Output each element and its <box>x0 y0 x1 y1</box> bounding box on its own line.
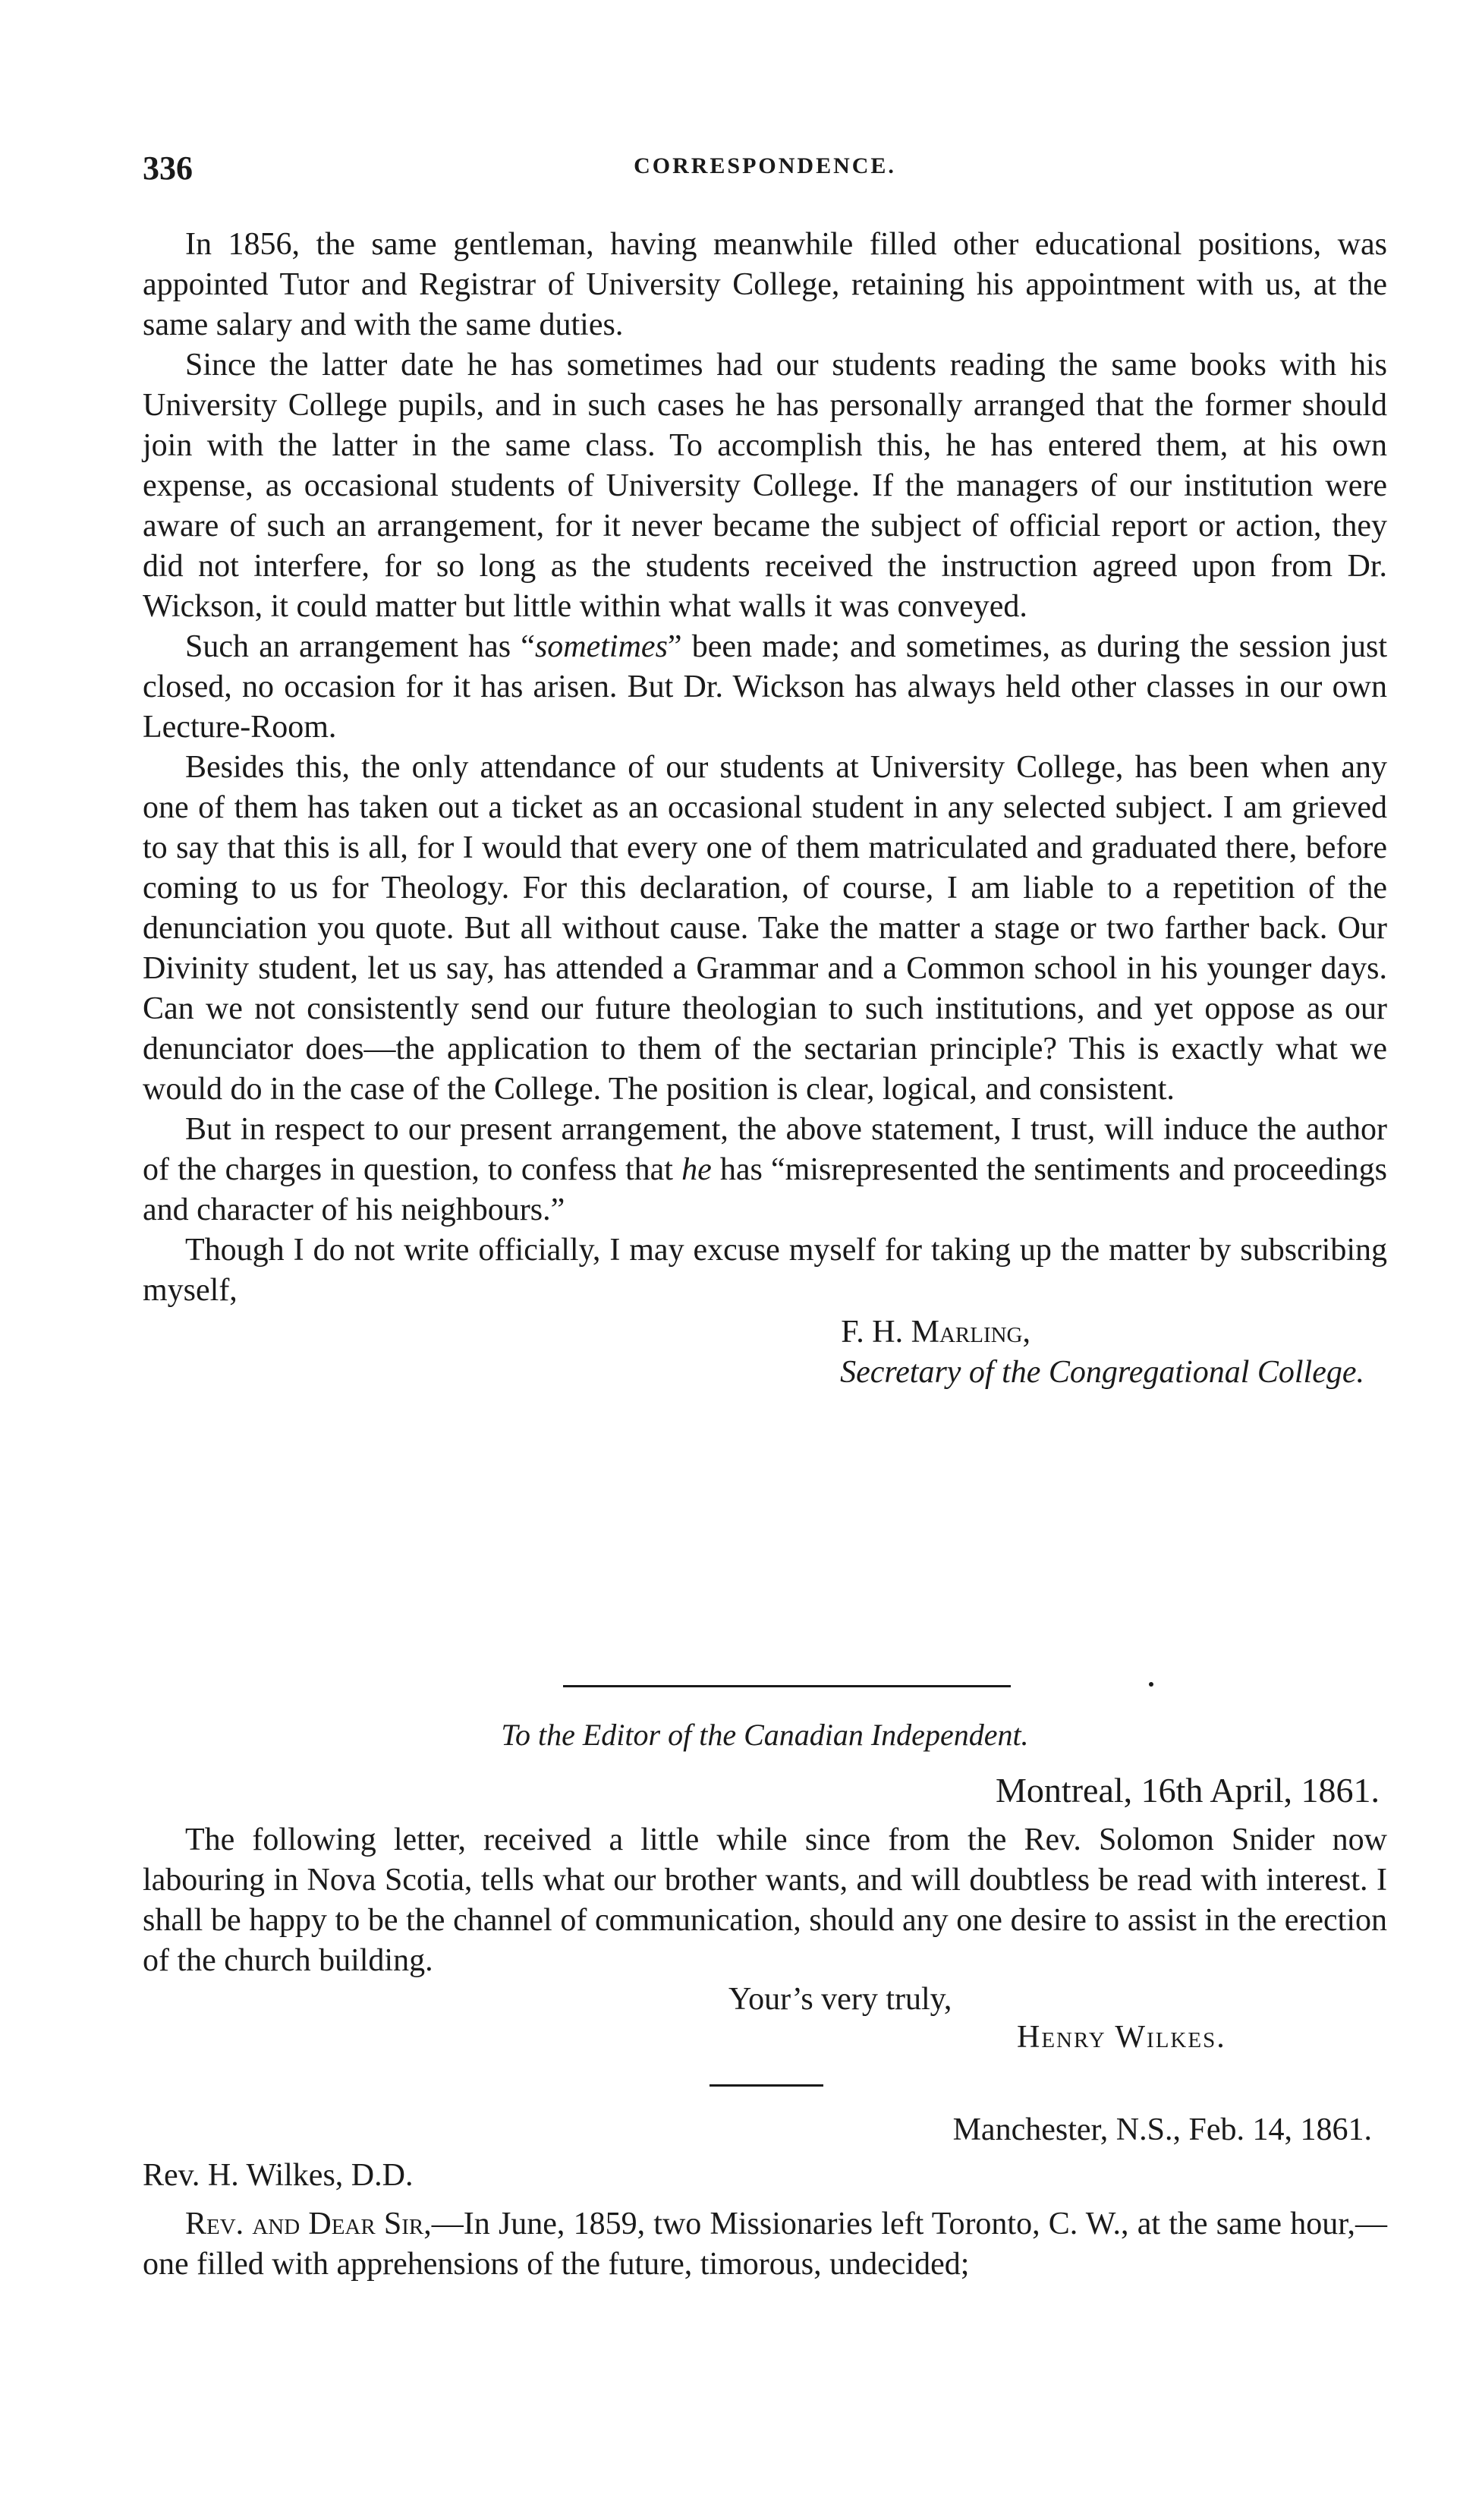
closing: Your’s very truly, <box>728 1982 952 2017</box>
paragraph: Though I do not write officially, I may excuse myself for taking up the matter by subscribing myself, <box>143 1233 1387 1308</box>
paragraph <box>143 1110 1387 1230</box>
section-divider <box>563 1685 1011 1687</box>
signature-name: Henry Wilkes. <box>1017 2020 1226 2055</box>
paragraph: The following letter, received a little while since from the Rev. Solomon Snider now labouring in Nova Scotia, tells what our brother wants, and will doubtless be read with interest. I shall be happy to be the channel of communication, should any one desire to assist in the erection of the church building. <box>143 1822 1387 1978</box>
text-run: But in respect to our present arrangement, the above statement, I trust, will induce the author of the charges in question, to confess that <box>143 1112 1387 1187</box>
dateline: Manchester, N.S., Feb. 14, 1861. <box>952 2112 1372 2147</box>
paragraph: In 1856, the same gentleman, having meanwhile filled other educational positions, was appointed Tutor and Registrar of University College, retaining his appointment with us, at the same salary and with the same duties. <box>143 227 1387 342</box>
letter-wilkes-body <box>143 1820 1387 1981</box>
paragraph: Since the latter date he has sometimes had our students reading the same books with his University College pupils, and in such cases he has personally arranged that the former should join with the latter in the same class. To accomplish this, he has entered them, at his own expense, as occasional students of University College. If the managers of our institution were aware of such an arrangement, for it never became the subject of official report or action, they did not interfere, for so long as the students received the instruction agreed upon from Dr. Wickson, it could matter but little within what walls it was conveyed. <box>143 348 1387 624</box>
paragraph: Besides this, the only attendance of our students at University College, has been when any one of them has taken out a ticket as an occasional student in any selected subject. I am grieved to say that this is all, for I would that every one of them matriculated and graduated there, before coming to us for Theology. For this declaration, of course, I am liable to a repetition of the denunciation you quote. But all without cause. Take the matter a stage or two farther back. Our Divinity student, let us say, has attended a Grammar and a Common school in his younger days. Can we not consistently send our future theologian to such institutions, and yet oppose as our denunciator does—the application to them of the sectarian principle? This is exactly what we would do in the case of the College. The position is clear, logical, and consistent. <box>143 750 1387 1107</box>
text-run: Such an arrangement has “ <box>185 629 535 664</box>
letter-marling-body <box>143 225 1387 1393</box>
text-run: ” been made; and sometimes, as during the session just closed, no occasion for it has arisen. But Dr. Wickson has always held other classes in our own Lecture-Room. <box>143 629 1387 745</box>
addressee: Rev. H. Wilkes, D.D. <box>143 2158 414 2193</box>
page-number: 336 <box>143 150 193 187</box>
dateline: Montreal, 16th April, 1861. <box>996 1771 1380 1810</box>
page-header <box>143 149 1387 194</box>
short-divider <box>710 2084 823 2087</box>
text-run: —In June, 1859, two Missionaries left Toronto, C. W., at the same hour,—one filled with apprehensions of the future, timorous, undecided; <box>143 2207 1387 2282</box>
salutation: Rev. and Dear Sir, <box>185 2207 432 2241</box>
signature-title: Secretary of the Congregational College. <box>840 1355 1364 1390</box>
text-run: has “misrepresented the sentiments and proceedings and character of his neighbours.” <box>143 1152 1388 1227</box>
emphasis: he <box>681 1152 712 1187</box>
paragraph <box>143 2204 1387 2285</box>
running-head: CORRESPONDENCE. <box>634 153 896 178</box>
letter-snider-body <box>143 2204 1387 2285</box>
signature-name: F. H. Marling, <box>841 1315 1030 1350</box>
emphasis: sometimes <box>534 629 668 664</box>
letter-heading: To the Editor of the Canadian Independent. <box>501 1718 1029 1752</box>
paragraph <box>143 627 1387 748</box>
stray-mark <box>1149 1682 1153 1687</box>
